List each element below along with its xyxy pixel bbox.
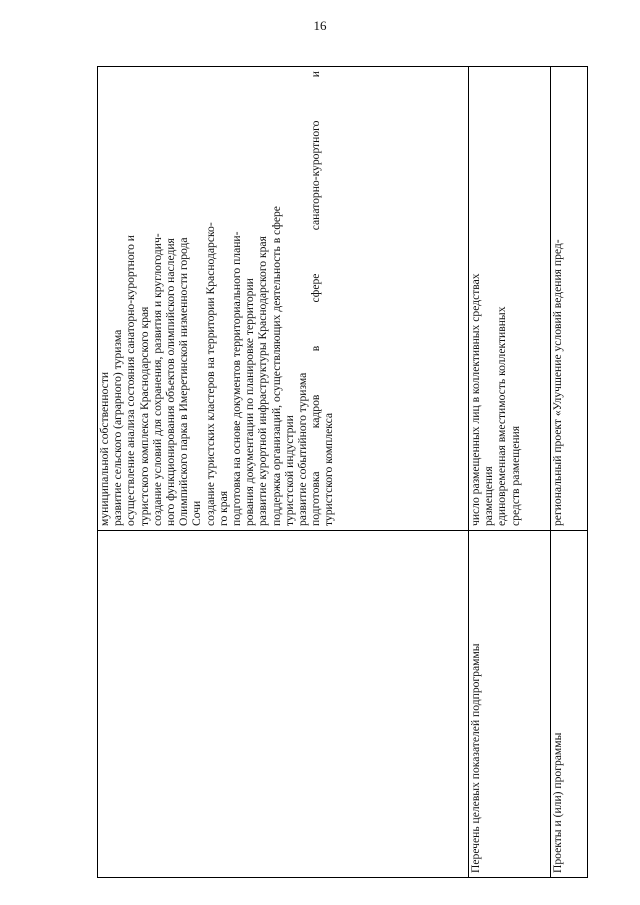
table-row [98, 67, 469, 878]
text-line: развитие курортной инфраструктуры Краснодарского края [256, 236, 270, 526]
page-number: 16 [313, 18, 327, 33]
row-content-cell [469, 67, 551, 531]
row-content-cell [551, 67, 588, 531]
text-line: единовременная вместимость коллективных [495, 306, 509, 526]
word: в [309, 345, 323, 352]
word: сфере [309, 273, 323, 303]
text-line: создание туристских кластеров на территории Краснодарско- [203, 222, 217, 526]
text-line: осуществление анализа состояния санаторно-курортного и [124, 235, 138, 526]
text-line: туристского комплекса Краснодарского края [137, 306, 151, 526]
text-line: развитие событийного туризма [296, 372, 310, 526]
table-row [469, 67, 551, 878]
row-label-cell: Проекты и (или) программы [551, 531, 588, 878]
word: санаторно-курортного [309, 120, 323, 231]
subprogram-passport-table [97, 66, 588, 878]
text-line: развитие сельского (аграрного) туризма [111, 329, 125, 526]
rotated-table-wrapper [97, 66, 587, 878]
text-line: рования документации по планировке территории [243, 278, 257, 526]
text-line: муниципальной собственности [98, 371, 111, 526]
text-line: туристской индустрии [282, 415, 296, 526]
text-line: ного функционирования объектов олимпийского наследия [164, 238, 178, 526]
word: подготовка [309, 471, 323, 526]
text-line: число размещенных лиц в коллективных средствах [469, 273, 482, 526]
text-line: средств размещения [508, 425, 522, 526]
table-row [551, 67, 588, 878]
text-line: туристского комплекса [322, 412, 336, 526]
justified-text-line [309, 71, 322, 526]
row-content-cell [98, 67, 469, 531]
text-line: поддержка организаций, осуществляющих деятельность в сфере [269, 206, 283, 526]
word: кадров [309, 394, 323, 429]
text-line: создание условий для сохранения, развития и круглогодич- [150, 233, 164, 526]
row-label-cell: Перечень целевых показателей подпрограммы [469, 531, 551, 878]
text-line: региональный проект «Улучшение условий ведения пред- [551, 239, 564, 526]
text-line: подготовка на основе документов территориального плани- [230, 231, 244, 526]
text-line: Сочи [190, 500, 204, 526]
row-label-cell [98, 531, 469, 878]
text-line: размещения [482, 466, 496, 526]
word: и [309, 71, 323, 78]
text-line: Олимпийского парка в Имеретинской низменности города [177, 237, 191, 526]
text-line: го края [216, 490, 230, 526]
